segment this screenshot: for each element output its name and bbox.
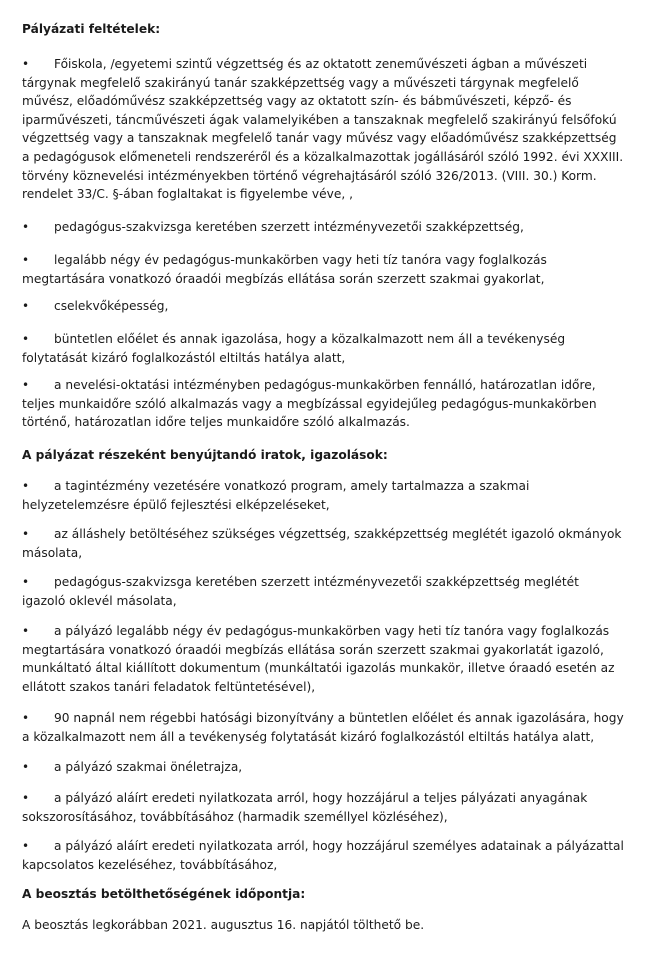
bullet-icon: • (22, 479, 30, 493)
item-text: Főiskola, /egyetemi szintű végzettség és az oktatott zeneművészeti ágban a művészeti tárgynak megfelelő szakirányú tanár szakképzettség vagy a művészeti tárgynak megfelelő művész, előadóművész szakképzettség vagy az oktatott szín- és bábművészeti, képző- és iparművészeti, táncművészeti ágak valamelyikében a tanszaknak megfelelő szakirányú felsőfokú végzettség vagy a tanszaknak megfelelő tanár vagy művész vagy előadóművész szakképzettség a pedagógusok előmeneteli rendszeréről és a közalkalmazottak jogállásáról szóló 1992. évi XXXIII. törvény köznevelési intézményekben történő végrehajtásáról szóló 326/2013. (VIII. 30.) Korm. rendelet 33/C. §-ában foglaltakat is figyelembe véve, , (22, 57, 624, 202)
item-text: a nevelési-oktatási intézményben pedagógus-munkakörben fennálló, határozatlan időre, teljes munkaidőre szóló alkalmazás vagy a megbízással egyidejűleg pedagógus-munkakörben történő, határozatlan időre teljes munkaidőre szóló alkalmazás. (22, 378, 597, 430)
list-item (22, 218, 626, 237)
start-date-text: A beosztás legkorábban 2021. augusztus 16. napjától tölthető be. (22, 918, 425, 932)
item-text: a pályázó aláírt eredeti nyilatkozata arról, hogy hozzájárul személyes adatainak a pályázattal kapcsolatos kezeléséhez, továbbításához, (22, 839, 624, 872)
bullet-icon: • (22, 299, 30, 313)
item-text: 90 napnál nem régebbi hatósági bizonyítvány a büntetlen előélet és annak igazolására, hogy a közalkalmazott nem áll a tevékenység folytatását kizáró foglalkozástól eltiltás hatálya alatt, (22, 711, 624, 744)
list-item (22, 251, 626, 288)
section-heading-start-date: A beosztás betölthetőségének időpontja: (22, 887, 306, 901)
item-text: a pályázó szakmai önéletrajza, (54, 760, 243, 774)
list-item (22, 837, 626, 874)
list-item (22, 622, 626, 696)
list-item (22, 573, 626, 610)
bullet-icon: • (22, 332, 30, 346)
item-text: legalább négy év pedagógus-munkakörben vagy heti tíz tanóra vagy foglalkozás megtartására vonatkozó óraadói megbízás ellátása során szerzett szakmai gyakorlat, (22, 253, 547, 286)
item-text: büntetlen előélet és annak igazolása, hogy a közalkalmazott nem áll a tevékenység folytatását kizáró foglalkozástól eltiltás hatálya alatt, (22, 332, 566, 365)
list-item (22, 376, 626, 432)
list-item (22, 55, 626, 204)
bullet-icon: • (22, 711, 30, 725)
list-item (22, 330, 626, 367)
list-item (22, 477, 626, 514)
item-text: a pályázó aláírt eredeti nyilatkozata arról, hogy hozzájárul a teljes pályázati anyagának sokszorosításához, továbbításához (harmadik személlyel közléséhez), (22, 791, 588, 824)
item-text: cselekvőképesség, (54, 299, 169, 313)
bullet-icon: • (22, 760, 30, 774)
bullet-icon: • (22, 253, 30, 267)
section-heading-documents: A pályázat részeként benyújtandó iratok, igazolások: (22, 448, 388, 462)
item-text: pedagógus-szakvizsga keretében szerzett intézményvezetői szakképzettség meglétét igazoló oklevél másolata, (22, 575, 579, 608)
item-text: a pályázó legalább négy év pedagógus-munkakörben vagy heti tíz tanóra vagy foglalkozás megtartására vonatkozó óraadói megbízás ellátása során szerzett szakmai gyakorlatát igazoló, munkáltató által kiállított dokumentum (munkáltatói igazolás munkakör, illetve óraadó esetén az ellátott szakos tanári feladatok feltüntetésével), (22, 624, 615, 694)
bullet-icon: • (22, 527, 30, 541)
bullet-icon: • (22, 839, 30, 853)
list-item (22, 709, 626, 746)
bullet-icon: • (22, 624, 30, 638)
bullet-icon: • (22, 57, 30, 71)
section-heading-conditions: Pályázati feltételek: (22, 22, 161, 36)
item-text: pedagógus-szakvizsga keretében szerzett intézményvezetői szakképzettség, (54, 220, 524, 234)
item-text: az álláshely betöltéséhez szükséges végzettség, szakképzettség meglétét igazoló okmányok másolata, (22, 527, 622, 560)
bullet-icon: • (22, 791, 30, 805)
item-text: a tagintézmény vezetésére vonatkozó program, amely tartalmazza a szakmai helyzetelemzésre épülő fejlesztési elképzeléseket, (22, 479, 530, 512)
bullet-icon: • (22, 220, 30, 234)
list-item (22, 525, 626, 562)
list-item (22, 789, 626, 826)
bullet-icon: • (22, 575, 30, 589)
bullet-icon: • (22, 378, 30, 392)
list-item (22, 297, 626, 316)
list-item (22, 758, 626, 777)
